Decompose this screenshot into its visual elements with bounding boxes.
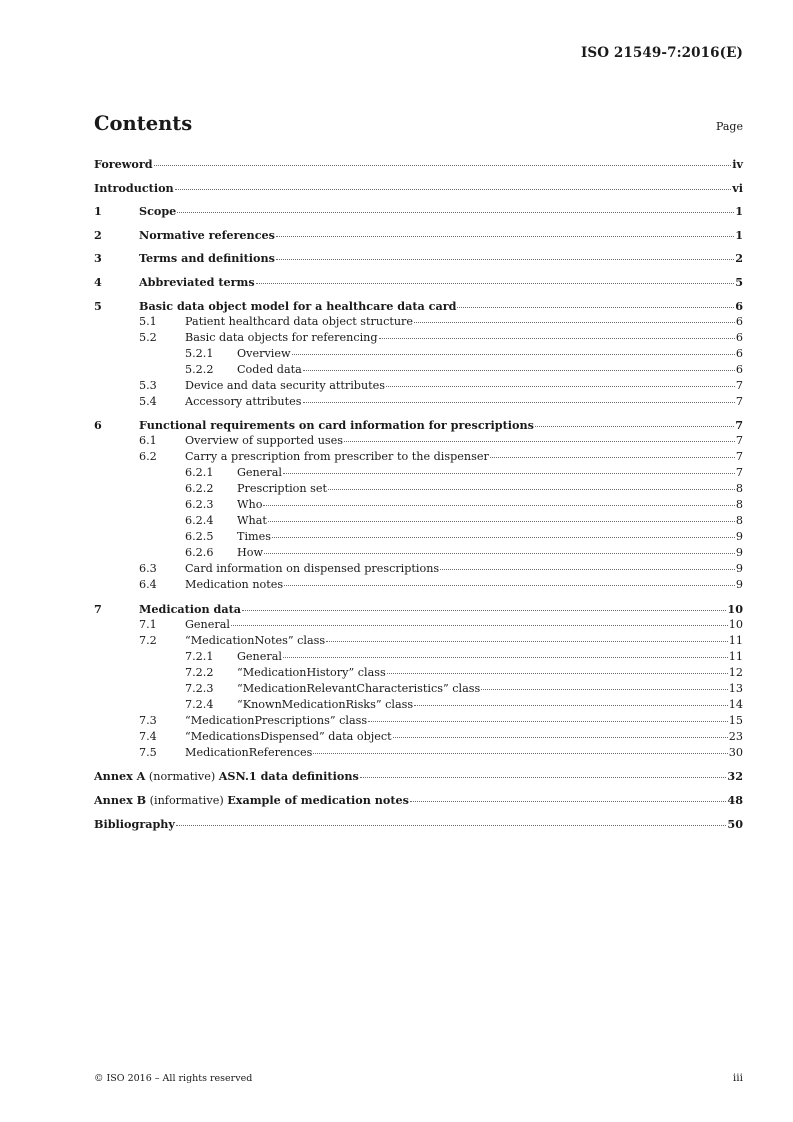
toc-entry[interactable] (94, 378, 743, 394)
dot-leader (535, 426, 734, 427)
toc-entry-number: 7.2.3 (185, 681, 214, 695)
toc-entry-page: 6 (735, 314, 743, 328)
toc-entry-number: 5.2.1 (185, 346, 214, 360)
toc-entry-page: 7 (735, 434, 743, 448)
toc-entry[interactable] (94, 745, 743, 761)
toc-entry-title: Basic data object model for a healthcare data card (139, 298, 457, 313)
toc-entry-page: 11 (728, 633, 743, 647)
dot-leader (264, 553, 735, 554)
toc-entry[interactable] (94, 681, 743, 697)
dot-leader (379, 338, 735, 339)
toc-entry-page: 15 (728, 713, 743, 727)
dot-leader (490, 457, 735, 458)
toc-entry-number: 5.1 (139, 314, 157, 328)
dot-leader (328, 489, 735, 490)
annex-label: Annex A (94, 769, 146, 784)
toc-entry-number: 6 (94, 418, 102, 433)
toc-entry-title: Bibliography (94, 816, 175, 831)
copyright-notice: © ISO 2016 – All rights reserved (94, 1073, 253, 1084)
toc-entry-title: Overview of supported uses (185, 434, 344, 448)
toc-entry[interactable] (94, 417, 743, 433)
toc-entry-page: 10 (727, 601, 743, 616)
toc-entry[interactable] (94, 665, 743, 681)
toc-entry[interactable] (94, 274, 743, 290)
toc-entry-number: 7.5 (139, 745, 157, 759)
toc-entry-number: 6.2.4 (185, 514, 214, 528)
toc-entry[interactable] (94, 561, 743, 577)
dot-leader (231, 625, 728, 626)
toc-entry-number: 6.1 (139, 434, 157, 448)
dot-leader (276, 236, 734, 237)
page-column-label: Page (715, 120, 743, 133)
toc-entry[interactable] (94, 633, 743, 649)
toc-entry-page: 23 (728, 729, 743, 743)
toc-entry-page: 7 (735, 450, 743, 464)
toc-entry[interactable] (94, 481, 743, 497)
dot-leader (283, 657, 728, 658)
page-number: iii (732, 1072, 743, 1084)
dot-leader (283, 473, 735, 474)
toc-entry[interactable] (94, 601, 743, 617)
dot-leader (177, 212, 734, 213)
toc-entry[interactable] (94, 513, 743, 529)
toc-entry-page: 5 (735, 274, 743, 289)
toc-entry-title: “MedicationsDispensed” data object (185, 729, 392, 743)
annex-title: Example of medication notes (227, 792, 409, 807)
table-of-contents (94, 156, 743, 832)
toc-entry-title: Overview (237, 346, 291, 360)
toc-entry-title: Carry a prescription from prescriber to the dispenser (185, 450, 489, 464)
toc-entry-number: 7.2.2 (185, 665, 214, 679)
dot-leader (175, 189, 732, 190)
toc-entry-page: 30 (728, 745, 743, 759)
toc-entry[interactable] (94, 792, 743, 808)
dot-leader (344, 441, 735, 442)
dot-leader (326, 641, 728, 642)
toc-entry-number: 3 (94, 251, 102, 266)
toc-entry-number: 7 (94, 601, 102, 616)
toc-entry[interactable] (94, 649, 743, 665)
toc-entry-title: Coded data (237, 362, 302, 376)
toc-entry-page: 9 (735, 562, 743, 576)
toc-entry[interactable] (94, 729, 743, 745)
toc-entry[interactable] (94, 156, 743, 172)
toc-entry-title: Medication data (139, 601, 242, 616)
toc-entry-title: Terms and definitions (139, 251, 275, 266)
toc-entry-page: 6 (735, 330, 743, 344)
dot-leader (386, 386, 735, 387)
toc-entry-number: 6.2.6 (185, 546, 214, 560)
toc-entry-number: 1 (94, 204, 102, 219)
toc-entry-page: iv (732, 157, 743, 171)
toc-entry[interactable] (94, 314, 743, 330)
dot-leader (414, 322, 735, 323)
dot-leader (440, 569, 735, 570)
toc-entry-page: 8 (735, 514, 743, 528)
toc-entry-page: 12 (728, 665, 743, 679)
toc-entry-number: 7.1 (139, 617, 157, 631)
dot-leader (242, 610, 726, 611)
dot-leader (268, 521, 735, 522)
toc-entry-title: “MedicationNotes” class (185, 633, 326, 647)
dot-leader (263, 505, 734, 506)
toc-entry[interactable] (94, 465, 743, 481)
toc-entry-number: 5.2 (139, 330, 157, 344)
dot-leader (272, 537, 735, 538)
dot-leader (256, 283, 735, 284)
toc-entry[interactable] (94, 449, 743, 465)
toc-entry-number: 5.2.2 (185, 362, 214, 376)
toc-entry-title: Accessory attributes (185, 394, 302, 408)
toc-entry-number: 6.3 (139, 562, 157, 576)
toc-entry-page: 9 (735, 530, 743, 544)
toc-entry-number: 7.2.1 (185, 649, 214, 663)
toc-entry-page: 6 (735, 362, 743, 376)
toc-entry[interactable] (94, 713, 743, 729)
toc-entry-page: vi (732, 180, 743, 195)
toc-entry[interactable] (94, 816, 743, 832)
toc-entry-title: General (237, 649, 282, 663)
toc-entry-page: 7 (735, 418, 743, 433)
toc-entry-title: “MedicationPrescriptions” class (185, 713, 368, 727)
dot-leader (360, 777, 727, 778)
toc-entry-number: 6.2.5 (185, 530, 214, 544)
toc-entry-page: 7 (735, 466, 743, 480)
toc-entry-number: 6.4 (139, 578, 157, 592)
toc-entry-title: Patient healthcard data object structure (185, 314, 414, 328)
toc-entry-number: 5.3 (139, 378, 157, 392)
toc-entry[interactable] (94, 250, 743, 266)
toc-entry-title: Foreword (94, 157, 153, 171)
toc-entry-title: General (185, 617, 230, 631)
toc-entry-title: General (237, 466, 282, 480)
dot-leader (410, 801, 726, 802)
toc-entry-number: 5 (94, 298, 102, 313)
toc-entry-title: Who (237, 498, 263, 512)
toc-entry-title: Card information on dispensed prescriptions (185, 562, 440, 576)
toc-entry[interactable] (94, 577, 743, 593)
toc-entry-title: What (237, 514, 267, 528)
dot-leader (393, 737, 728, 738)
toc-entry[interactable] (94, 180, 743, 196)
annex-label: Annex B (94, 792, 147, 807)
dot-leader (284, 585, 735, 586)
toc-entry-page: 50 (727, 816, 743, 831)
dot-leader (303, 370, 735, 371)
dot-leader (176, 825, 727, 826)
toc-entry[interactable] (94, 394, 743, 410)
toc-entry[interactable] (94, 330, 743, 346)
toc-entry-number: 7.2 (139, 633, 157, 647)
toc-entry-page: 9 (735, 546, 743, 560)
toc-entry-title: Normative references (139, 227, 275, 242)
toc-entry[interactable] (94, 545, 743, 561)
toc-entry-number: 6.2.1 (185, 466, 214, 480)
toc-entry-number: 6.2.2 (185, 482, 214, 496)
dot-leader (276, 259, 734, 260)
toc-entry-page: 32 (727, 769, 743, 784)
toc-entry-number: 7.4 (139, 729, 157, 743)
toc-entry[interactable] (94, 298, 743, 314)
toc-entry-number: 6.2.3 (185, 498, 214, 512)
toc-entry[interactable] (94, 346, 743, 362)
toc-entry-number: 7.3 (139, 713, 157, 727)
dot-leader (292, 354, 735, 355)
toc-entry-title: “MedicationHistory” class (237, 665, 386, 679)
toc-entry-number: 7.2.4 (185, 697, 214, 711)
dot-leader (313, 753, 727, 754)
toc-entry[interactable] (94, 697, 743, 713)
toc-entry-title (94, 792, 409, 809)
toc-entry-title: “KnownMedicationRisks” class (237, 697, 414, 711)
toc-entry[interactable] (94, 768, 743, 784)
toc-entry-page: 9 (735, 578, 743, 592)
toc-entry-title: “MedicationRelevantCharacteristics” class (237, 681, 481, 695)
toc-entry-page: 48 (727, 792, 743, 807)
page-title: Contents (94, 112, 193, 135)
dot-leader (154, 165, 732, 166)
toc-entry[interactable] (94, 433, 743, 449)
toc-entry-title: Medication notes (185, 578, 284, 592)
toc-entry-title (94, 768, 359, 785)
toc-entry-title: Functional requirements on card information for prescriptions (139, 418, 534, 433)
toc-entry-page: 8 (735, 498, 743, 512)
dot-leader (387, 673, 728, 674)
toc-entry-title: Device and data security attributes (185, 378, 386, 392)
dot-leader (481, 689, 727, 690)
dot-leader (368, 721, 728, 722)
toc-entry-number: 2 (94, 227, 102, 242)
toc-entry-title: MedicationReferences (185, 745, 313, 759)
toc-entry-page: 6 (735, 346, 743, 360)
toc-entry[interactable] (94, 617, 743, 633)
toc-entry[interactable] (94, 203, 743, 219)
toc-entry-page: 1 (735, 227, 743, 242)
annex-title: ASN.1 data definitions (218, 769, 359, 784)
toc-entry-page: 7 (735, 394, 743, 408)
toc-entry-page: 11 (728, 649, 743, 663)
toc-entry-title: Scope (139, 204, 177, 219)
dot-leader (457, 307, 734, 308)
toc-entry-page: 8 (735, 482, 743, 496)
toc-entry-page: 6 (735, 298, 743, 313)
annex-type: (informative) (146, 793, 228, 807)
toc-entry-number: 4 (94, 274, 102, 289)
annex-type: (normative) (145, 770, 219, 784)
toc-entry-page: 13 (728, 681, 743, 695)
toc-entry-page: 14 (728, 697, 743, 711)
toc-entry-number: 5.4 (139, 394, 157, 408)
toc-entry-title: Abbreviated terms (139, 274, 255, 289)
toc-entry-page: 2 (735, 251, 743, 266)
toc-entry-page: 7 (735, 378, 743, 392)
toc-entry-title: Times (237, 530, 272, 544)
dot-leader (414, 705, 728, 706)
toc-entry-number: 6.2 (139, 450, 157, 464)
toc-entry-title: How (237, 546, 264, 560)
toc-entry-page: 10 (728, 617, 743, 631)
toc-entry[interactable] (94, 529, 743, 545)
toc-entry-page: 1 (735, 204, 743, 219)
toc-entry-title: Basic data objects for referencing (185, 330, 378, 344)
toc-entry-title: Introduction (94, 180, 174, 195)
toc-entry[interactable] (94, 497, 743, 513)
document-id: ISO 21549-7:2016(E) (580, 45, 743, 61)
dot-leader (303, 402, 735, 403)
toc-entry[interactable] (94, 362, 743, 378)
toc-entry-title: Prescription set (237, 482, 328, 496)
toc-entry[interactable] (94, 227, 743, 243)
